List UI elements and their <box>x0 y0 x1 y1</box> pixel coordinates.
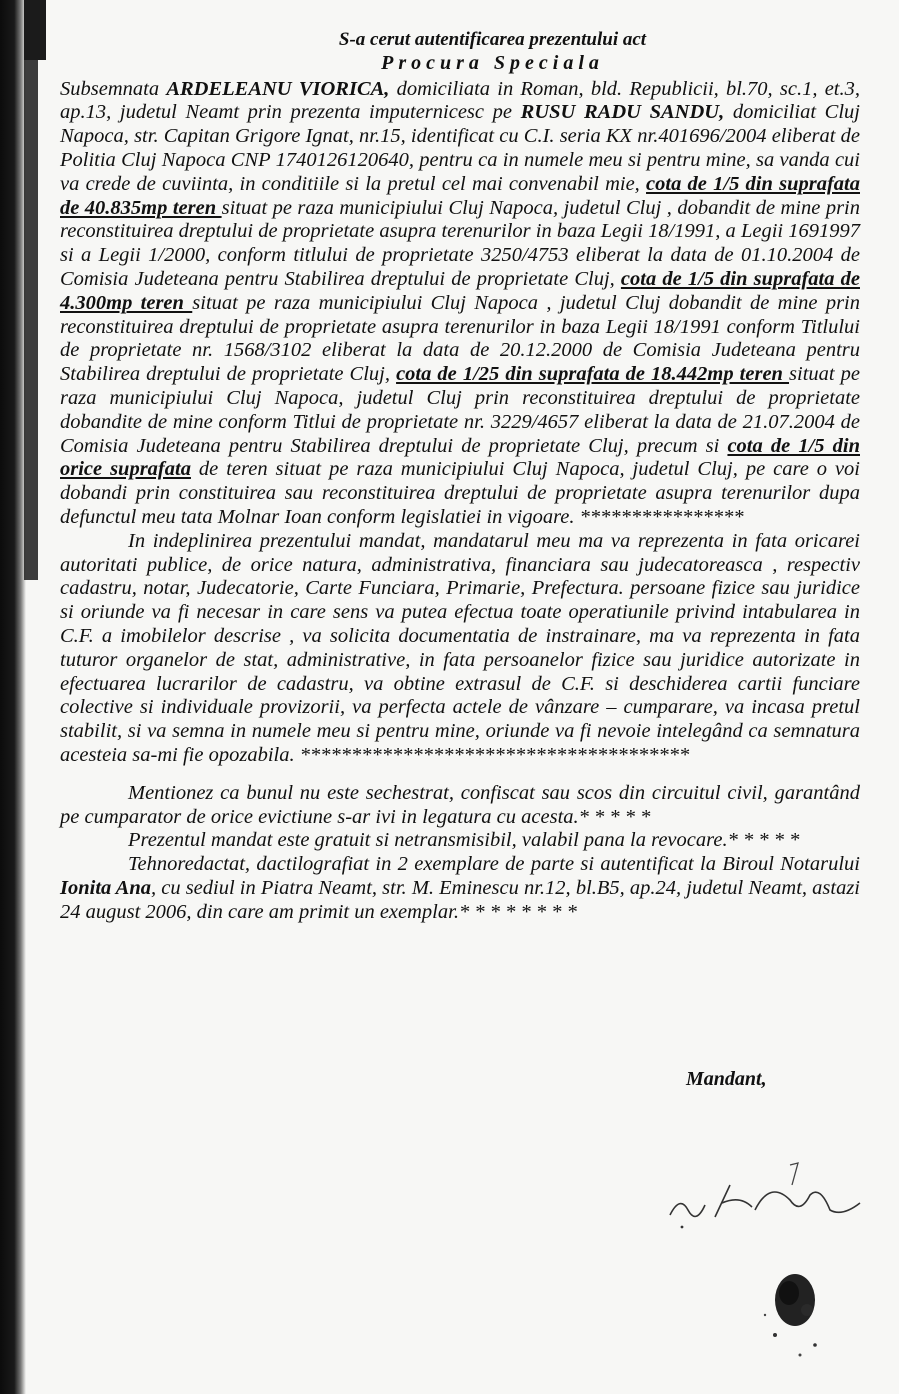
paragraph-guarantee: Mentionez ca bunul nu este sechestrat, confiscat sau scos din circuitul civil, garantând pe cumparator de orice evictiune s-ar ivi in legatura cu acesta.* * * * * <box>60 781 860 828</box>
land-share-3: cota de 1/25 din suprafata de 18.442mp teren <box>396 363 790 386</box>
land-share-2: cota de 1/5 din suprafata de 4.300mp teren <box>60 267 860 314</box>
spacer <box>60 768 860 782</box>
paragraph-mandate-details: Subsemnata ARDELEANU VIORICA, domiciliata in Roman, bld. Republicii, bl.70, sc.1, et.3, ap.13, judetul Neamt prin prezenta imputernicesc pe RUSU RADU SANDU, domiciliat Cluj Napoca, str. Capitan Grigore Ignat, nr.15, identificat cu C.I. seria KX nr.401696/2004 eliberat de Politia Cluj Napoca CNP 1740126120640, pentru ca in numele meu si pentru mine, sa vanda cui va crede de cuviinta, in conditiile si la pretul cel mai convenabil mie, cota de 1/5 din suprafata de 40.835mp teren situat pe raza municipiului Cluj Napoca, judetul Cluj , dobandit de mine prin reconstituirea dreptului de proprietate asupra terenurilor in baza Legii 18/1991, a Legii 1691997 si a Legii 1/2000, conform titlului de proprietate 3250/4753 eliberat la data de 01.10.2004 de Comisia Judeteana pentru Stabilirea dreptului de proprietate Cluj, cota de 1/5 din suprafata de 4.300mp teren situat pe raza municipiului Cluj Napoca , judetul Cluj dobandit de mine prin reconstituirea dreptului de proprietate asupra terenurilor in baza Legii 18/1991 conform Titlului de proprietate nr. 1568/3102 eliberat la data de 20.12.2000 de Comisia Judeteana pentru Stabilirea dreptului de proprietate Cluj, cota de 1/25 din suprafata de 18.442mp teren situat pe raza municipiului Cluj Napoca, judetul Cluj prin reconstituirea dreptului de proprietate dobandite de mine conform Titlui de proprietate nr. 3229/4657 eliberat la data de 21.07.2004 de Comisia Judeteana pentru Stabilirea dreptului de proprietate Cluj, precum si cota de 1/5 din orice suprafata de teren situat pe raza municipiului Cluj Napoca, judetul Cluj, pe care o voi dobandi prin constituirea sau reconstituirea dreptului de proprietate asupra terenurilor dupa defunctul meu tata Molnar Ioan conform legislatiei in vigoare. **************** <box>60 77 861 528</box>
scan-edge-artifact <box>24 0 46 60</box>
notary-name: Ionita Ana <box>60 876 151 899</box>
land-share-4: cota de 1/5 din orice suprafata <box>60 434 860 481</box>
document-title: Procura Speciala <box>381 51 604 74</box>
agent-name: RUSU RADU SANDU, <box>520 101 725 124</box>
document-body <box>60 28 860 924</box>
paragraph-representation: In indeplinirea prezentului mandat, mandatarul meu ma va reprezenta in fata oricarei autoritati publice, de orice natura, administrativa, financiara sau judecatoreasca , respectiv cadastru, notar, Judecatorie, Carte Funciara, Primarie, Prefectura. persoane fizice sau juridice si oriunde va fi necesar in care sens va putea efectua toate operatiunile privind intabularea in C.F. a imobilelor descrise , va solicita documentatia de instrainare, ma va reprezenta in fata tuturor organelor de stat, administrative, in fata persoanelor fizice sau juridice autorizate in efectuarea lucrarilor de cadastru, va obtine extrasul de C.F. si deschiderea cartii funciare colective si individuale provizorii, va perfecta actele de vânzare – cumparare, va incasa pretul stabilit, si va semna in numele meu si pentru mine, oriunde va fi nevoie intelegând ca semnatura acesteia sa-mi fie opozabila. ************************************** <box>60 529 860 766</box>
paragraph-validity: Prezentul mandat este gratuit si netransmisibil, valabil pana la revocare.* * * * * <box>128 829 800 852</box>
document-heading: S-a cerut autentificarea prezentului act <box>338 29 647 50</box>
land-share-1: cota de 1/5 din suprafata de 40.835mp teren <box>60 172 860 219</box>
handwritten-signature <box>660 1155 880 1235</box>
signature-label: Mandant, <box>686 1068 767 1090</box>
principal-name: ARDELEANU VIORICA, <box>166 77 390 100</box>
scan-edge-artifact <box>24 60 38 580</box>
paragraph-authentication: Tehnoredactat, dactilografiat in 2 exemplare de parte si autentificat la Biroul Notarului Ionita Ana, cu sediul in Piatra Neamt, str. M. Eminescu nr.12, bl.B5, ap.24, judetul Neamt, astazi 24 august 2006, din care am primit un exemplar.* * * * * * * * <box>60 853 860 923</box>
stamp-blot <box>745 1255 845 1365</box>
scan-dark-edge <box>0 0 26 1394</box>
